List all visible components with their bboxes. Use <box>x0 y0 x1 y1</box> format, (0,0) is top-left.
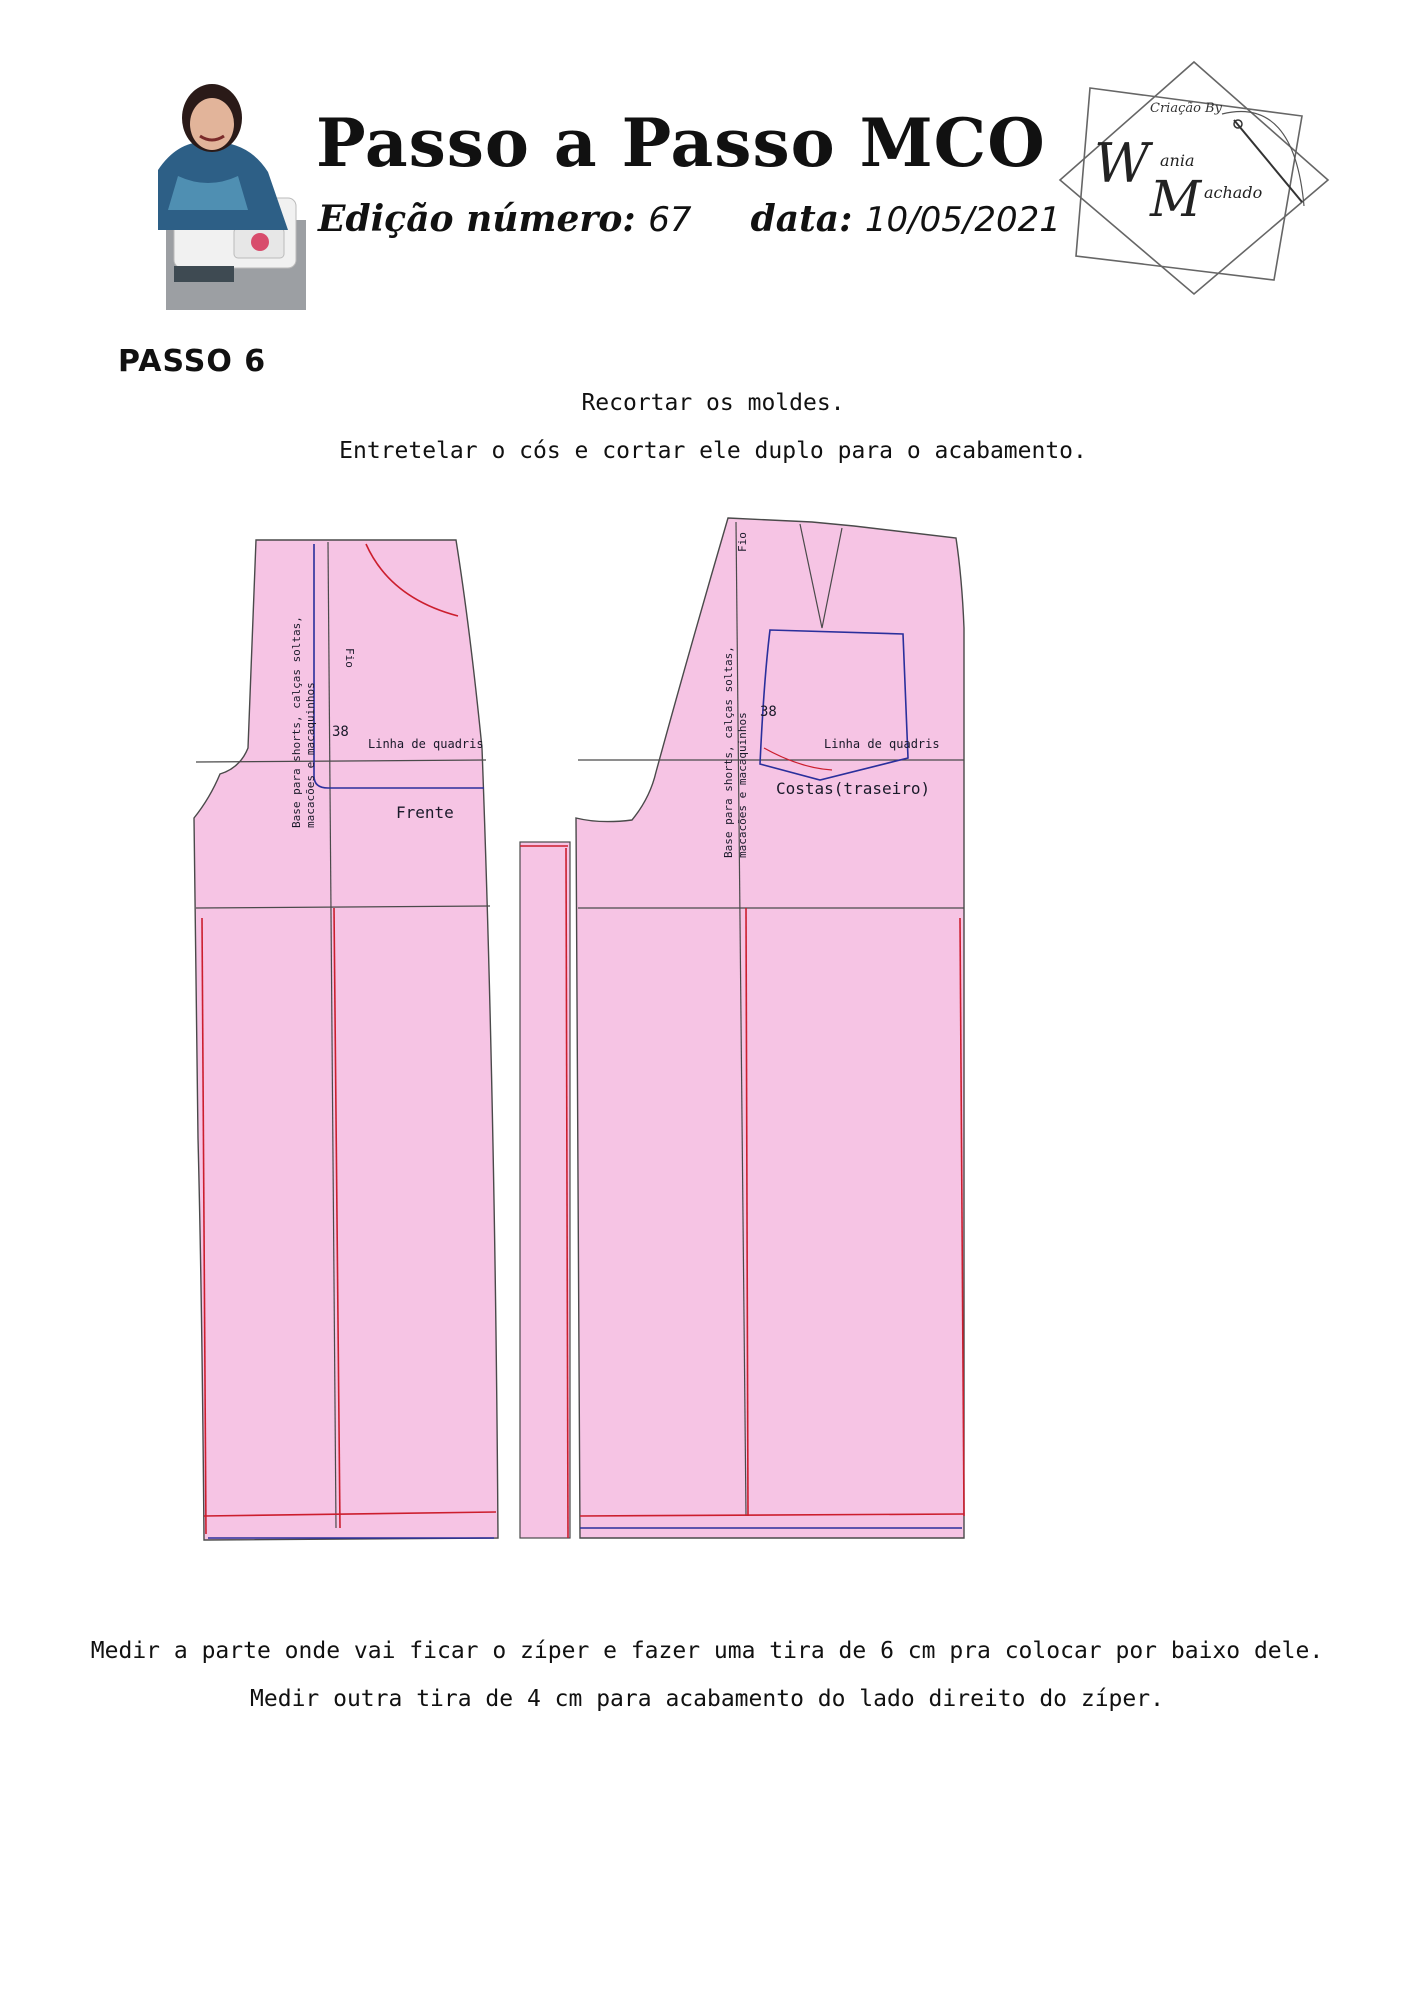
edition-number: 67 <box>648 200 692 240</box>
back-base-note-1: Base para shorts, calças soltas, <box>722 646 735 858</box>
instruction-line-4: Medir outra tira de 4 cm para acabamento do lado direito do zíper. <box>250 1686 1164 1712</box>
logo-initial-w: W <box>1094 132 1150 195</box>
date-label: data: <box>750 198 853 240</box>
logo-name-first: ania <box>1160 151 1195 170</box>
date-value: 10/05/2021 <box>864 200 1061 240</box>
back-base-note-2: macacões e macaquinhos <box>736 712 749 858</box>
instruction-line-2: Entretelar o cós e cortar ele duplo para o acabamento. <box>339 438 1087 464</box>
front-hip-line-label: Linha de quadris <box>368 737 484 751</box>
logo-initial-m: M <box>1150 170 1202 228</box>
pattern-pieces-figure <box>180 498 970 1558</box>
front-pattern-piece <box>194 540 498 1540</box>
back-piece-label: Costas(traseiro) <box>776 779 931 798</box>
waistband-strip-piece <box>520 842 570 1538</box>
front-piece-label: Frente <box>396 803 454 822</box>
back-grain-label: Fio <box>736 532 749 552</box>
back-size-number: 38 <box>760 704 777 720</box>
back-pattern-piece <box>576 518 964 1538</box>
edition-line <box>318 198 1061 240</box>
logo-top-text: Criação By <box>1150 101 1222 116</box>
front-base-note-2: macacões e macaquinhos <box>304 682 317 828</box>
instruction-line-1: Recortar os moldes. <box>581 390 845 416</box>
page-title: Passo a Passo MCO <box>316 104 1046 182</box>
step-title: PASSO 6 <box>118 344 267 379</box>
author-logo <box>1054 56 1334 300</box>
front-grain-label: Fio <box>343 648 356 668</box>
front-size-number: 38 <box>332 724 349 740</box>
logo-name-last: achado <box>1204 183 1263 202</box>
back-hip-line-label: Linha de quadris <box>824 737 940 751</box>
edition-label: Edição número: <box>318 198 636 240</box>
author-photo-with-sewing-machine <box>138 80 306 310</box>
front-base-note-1: Base para shorts, calças soltas, <box>290 616 303 828</box>
instruction-line-3: Medir a parte onde vai ficar o zíper e fazer uma tira de 6 cm pra colocar por baixo dele. <box>90 1638 1324 1664</box>
